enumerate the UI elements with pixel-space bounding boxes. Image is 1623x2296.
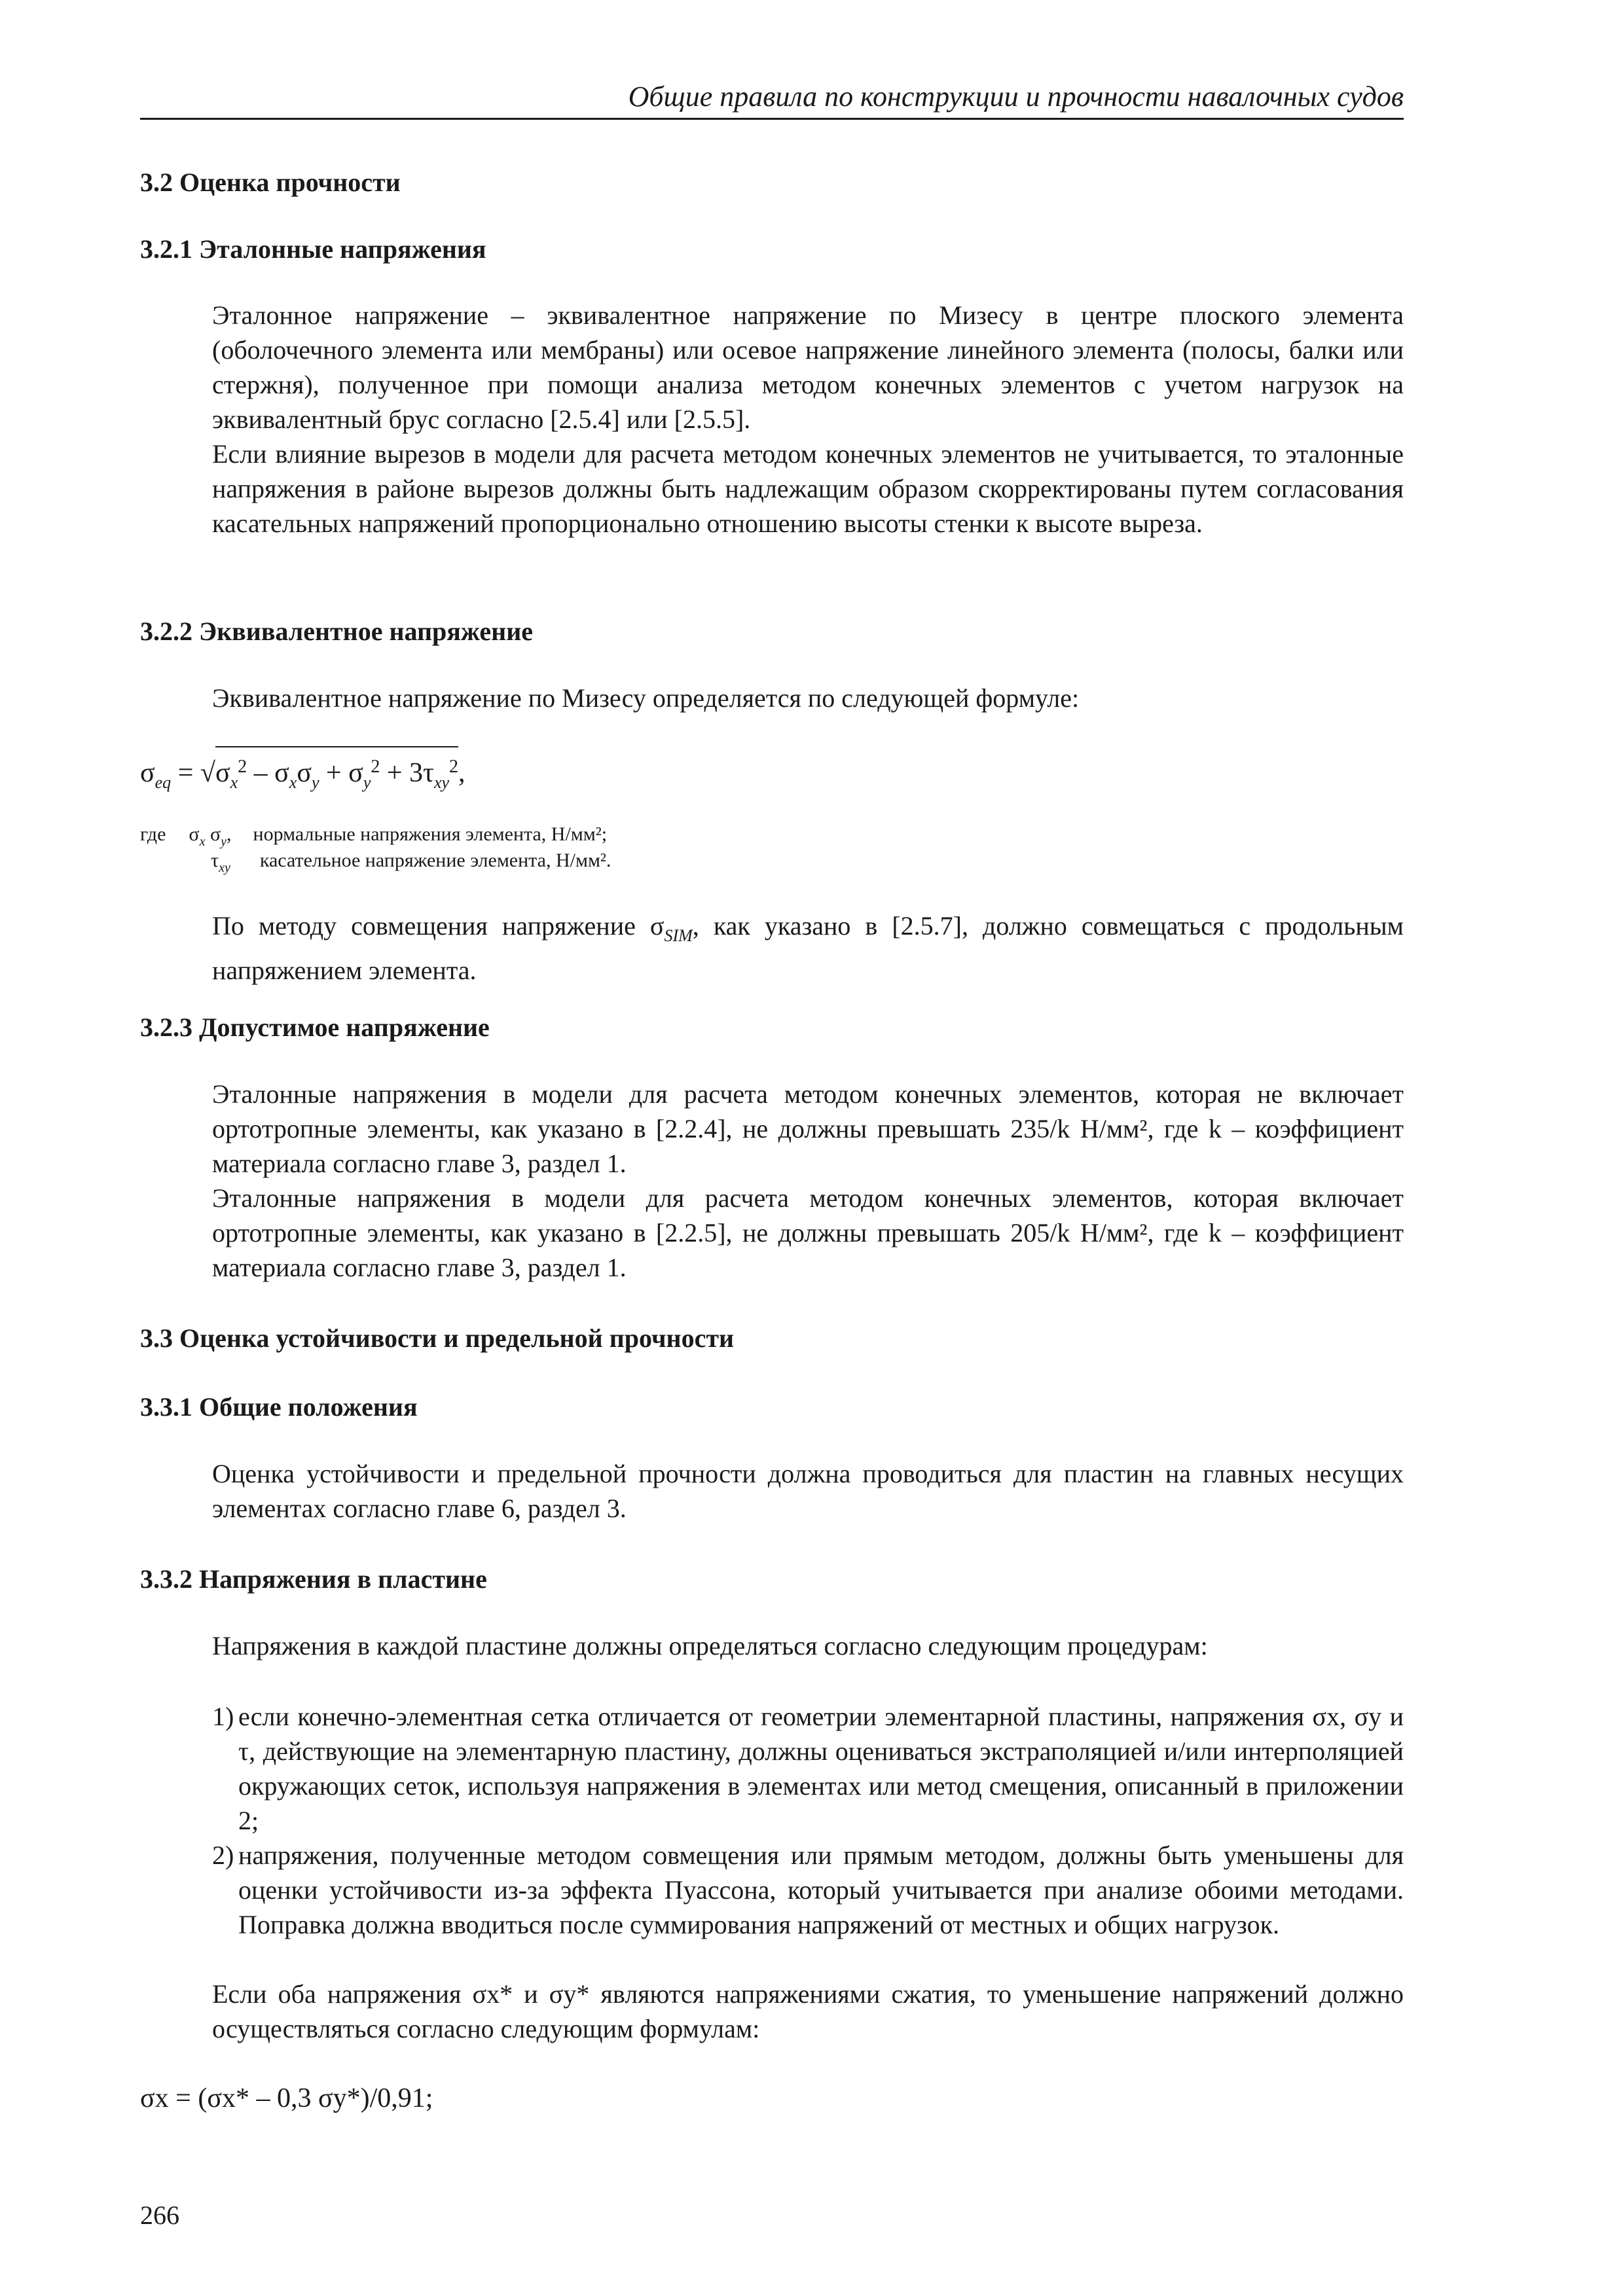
formula-von-mises: $\sigma_{eq} = √\sigma_x^2 - \sigma_x\sigma_y + \sigma_y^2 + 3\tau_{xy}^2$,	[140, 746, 465, 801]
paragraph-general-provisions	[212, 1456, 1404, 1526]
list-item-2	[212, 1838, 1404, 1942]
paragraph-text: Оценка устойчивости и предельной прочности должна проводиться для пластин на главных несущих элементах согласно главе 6, раздел 3.	[212, 1459, 1404, 1523]
list-item-text: напряжения, полученные методом совмещения или прямым методом, должны быть уменьшены для оценки устойчивости из-за эффекта Пуассона, который учитывается при анализе обоими методами. Поправка должна вводиться после суммирования напряжений от местных и общих нагрузок.	[238, 1840, 1404, 1939]
section-heading-3-2-2: 3.2.2 Эквивалентное напряжение	[140, 617, 533, 646]
formula-poisson-correction: σx = (σx* – 0,3 σy*)/0,91;	[140, 2083, 433, 2113]
paragraph-text: Эталонные напряжения в модели для расчета методом конечных элементов, которая включает ортотропные элементы, как указано в [2.2.5], не должны превышать 205/k Н/мм², где k – коэффициент материала согласно главе 3, раздел 1.	[212, 1183, 1404, 1282]
paragraph-text: Если влияние вырезов в модели для расчета методом конечных элементов не учитывается, то эталонные напряжения в районе вырезов должны быть надлежащим образом скорректированы путем согласования касательных напряжений пропорционально отношению высоты стенки к высоте выреза.	[212, 439, 1404, 538]
legend-symbol: $\tau_{xy}$	[211, 850, 230, 875]
page-number: 266	[140, 2200, 179, 2230]
paragraph-mises-intro	[212, 681, 1404, 715]
section-heading-3-2: 3.2 Оценка прочности	[140, 168, 401, 197]
section-heading-3-3-2: 3.3.2 Напряжения в пластине	[140, 1564, 487, 1594]
legend-where-label: где	[140, 823, 166, 845]
section-heading-3-2-1: 3.2.1 Эталонные напряжения	[140, 234, 486, 264]
list-item-1	[212, 1699, 1404, 1838]
paragraph-text: Эквивалентное напряжение по Мизесу определяется по следующей формуле:	[212, 683, 1080, 713]
paragraph-text: По методу совмещения напряжение $\sigma_{SIM}$, как указано в [2.5.7], должно совмещаться с продольным напряжением элемента.	[212, 911, 1404, 985]
paragraph-allowable-stress	[212, 1077, 1404, 1285]
legend-description: нормальные напряжения элемента, Н/мм²;	[253, 823, 608, 845]
legend-symbol: $\sigma_x$ $\sigma_y$,	[189, 823, 232, 849]
paragraph-text: Эталонное напряжение – эквивалентное напряжение по Мизесу в центре плоского элемента (оболочечного элемента или мембраны) или осевое напряжение линейного элемента (полосы, балки или стержня), полученное при помощи анализа методом конечных элементов с учетом нагрузок на эквивалентный брус согласно [2.5.4] или [2.5.5].	[212, 300, 1404, 434]
formula-legend-tau	[211, 848, 611, 881]
paragraph-reference-stress	[212, 298, 1404, 541]
list-item-text: если конечно-элементная сетка отличается от геометрии элементарной пластины, напряжения σx, σy и τ, действующие на элементарную пластину, должны оцениваться экстраполяцией и/или интерполяцией окружающих сеток, используя напряжения в элементах или метод смещения, описанный в приложении 2;	[238, 1702, 1404, 1835]
legend-description: касательное напряжение элемента, Н/мм².	[259, 850, 611, 871]
paragraph-plate-stress-intro	[212, 1628, 1404, 1663]
paragraph-compression-reduction	[212, 1977, 1404, 2046]
paragraph-text: Если оба напряжения σx* и σy* являются напряжениями сжатия, то уменьшение напряжений должно осуществляться согласно следующим формулам:	[212, 1979, 1404, 2043]
section-heading-3-3: 3.3 Оценка устойчивости и предельной прочности	[140, 1323, 735, 1353]
running-header: Общие правила по конструкции и прочности навалочных судов	[628, 81, 1404, 113]
list-number: 1)	[212, 1702, 234, 1731]
header-rule	[140, 118, 1404, 120]
list-number: 2)	[212, 1840, 234, 1870]
paragraph-text: Эталонные напряжения в модели для расчета методом конечных элементов, которая не включает ортотропные элементы, как указано в [2.2.4], не должны превышать 235/k Н/мм², где k – коэффициент материала согласно главе 3, раздел 1.	[212, 1079, 1404, 1178]
section-heading-3-2-3: 3.2.3 Допустимое напряжение	[140, 1013, 490, 1042]
paragraph-text: Напряжения в каждой пластине должны определяться согласно следующим процедурам:	[212, 1631, 1208, 1660]
paragraph-sim-method	[212, 908, 1404, 988]
section-heading-3-3-1: 3.3.1 Общие положения	[140, 1392, 418, 1422]
